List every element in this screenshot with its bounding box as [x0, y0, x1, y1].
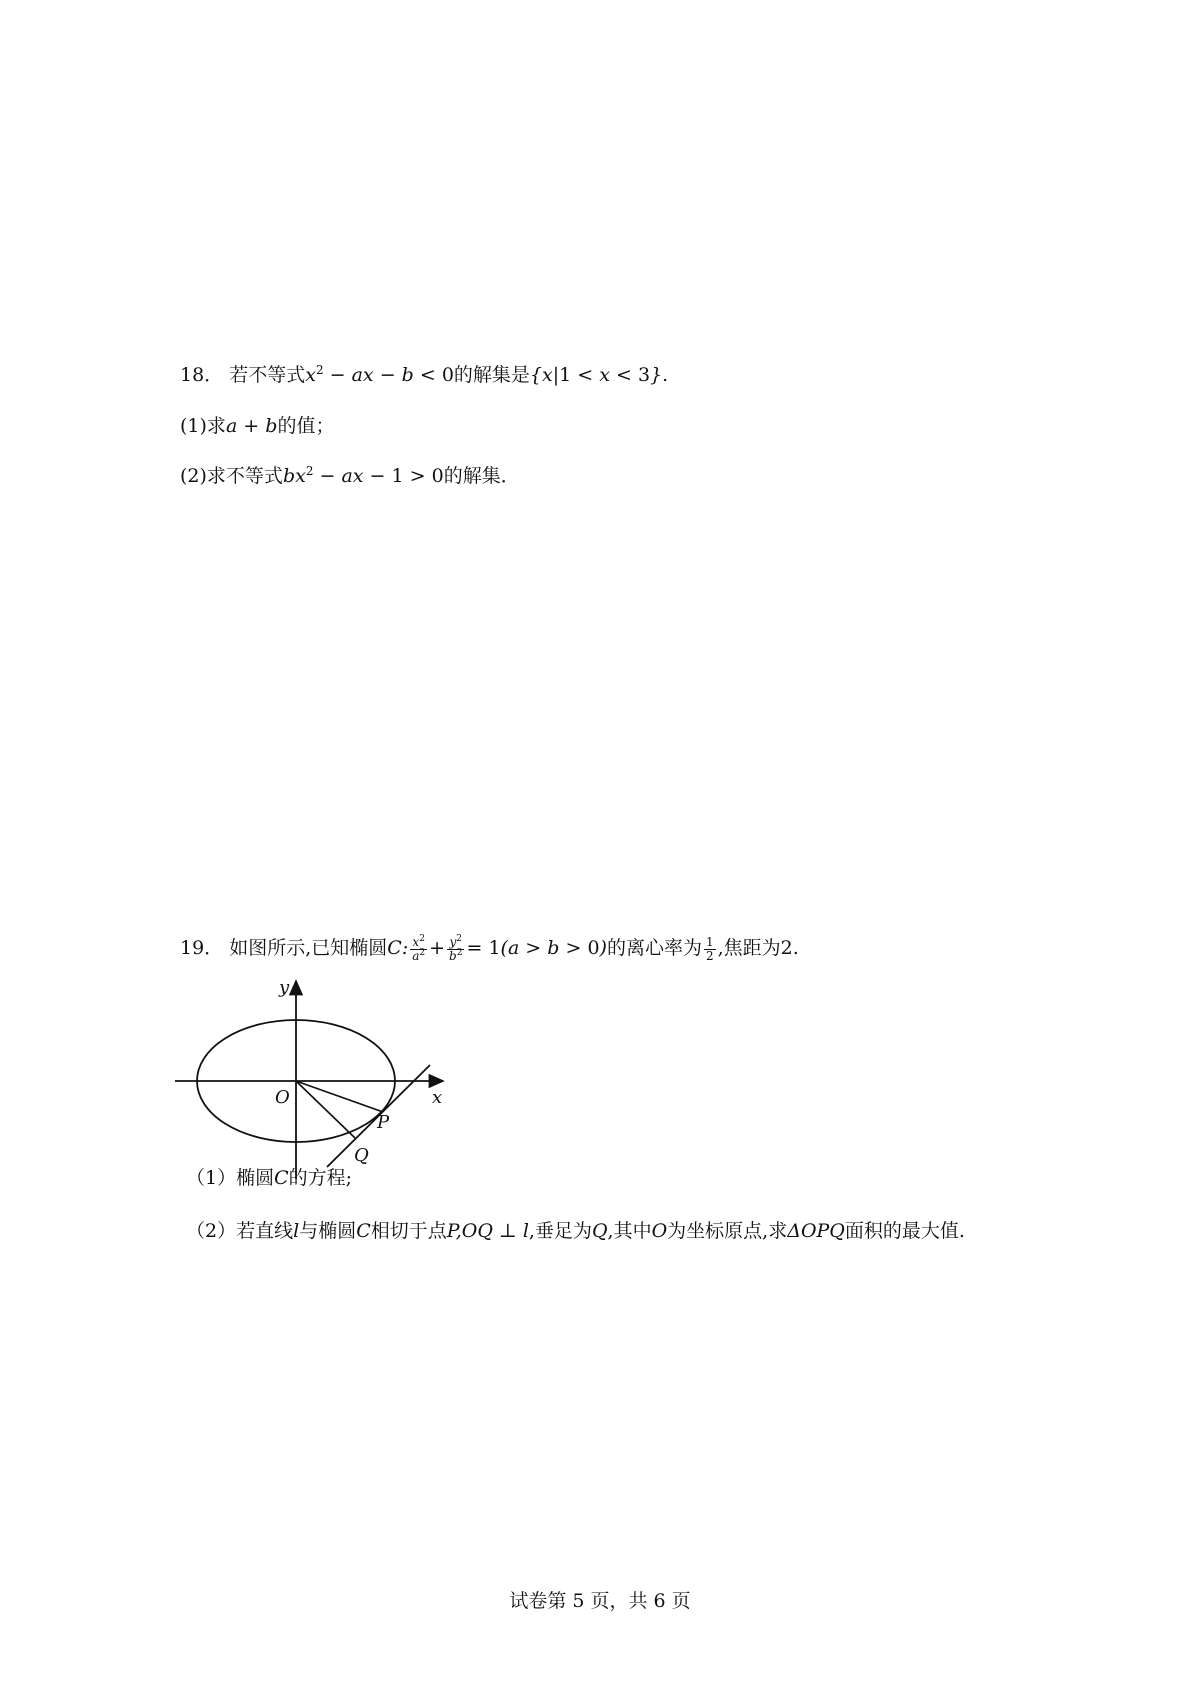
stem-text: 如图所示,已知椭圆: [229, 937, 388, 959]
part-text: 相切于点: [370, 1220, 447, 1242]
part-text: 的值；: [277, 415, 335, 437]
y-axis-label: y: [279, 977, 290, 998]
stem-text: ,焦距为2.: [717, 937, 799, 959]
ellipse-figure: [175, 975, 485, 1185]
triangle-opq: ΔOPQ: [787, 1220, 845, 1242]
question-19-part-1: [186, 1165, 352, 1191]
question-19-part-2: [186, 1218, 965, 1244]
segment-op: [296, 1081, 383, 1112]
part-label: (1): [180, 415, 207, 437]
part-text: 求不等式: [206, 465, 283, 487]
symbol-l: l: [293, 1220, 300, 1242]
solution-set: {x|1 < x < 3}: [529, 364, 663, 386]
part-text: 的方程;: [288, 1167, 353, 1189]
expression: a + b: [225, 415, 278, 437]
point-p-label: P: [377, 1112, 390, 1133]
ellipse-equation: C: $\frac{x^2}{a^2}$ + $\frac{y^2}{b^2}$ = 1(a > b > 0): [387, 933, 607, 963]
inequality: $bx^2$ − ax − 1 > 0: [282, 464, 444, 487]
part-label: （2）: [186, 1220, 237, 1242]
stem-text: 的解集是: [453, 364, 530, 386]
part-text: 椭圆: [236, 1167, 275, 1189]
symbol-c: C: [356, 1220, 371, 1242]
part-label: （1）: [186, 1167, 237, 1189]
part-text: 的解集．: [443, 465, 520, 487]
question-number: 19．: [180, 937, 224, 959]
inequality: $x^2$ − ax − b < 0: [305, 363, 454, 386]
part-text: ,其中: [607, 1220, 652, 1242]
question-number: 18．: [180, 364, 224, 386]
eccentricity-fraction: $\frac{1}{2}$: [705, 934, 714, 963]
part-text: 若直线: [236, 1220, 294, 1242]
symbol-q: Q: [591, 1220, 608, 1242]
part-label: (2): [180, 465, 207, 487]
part-text: ,垂足为: [528, 1220, 592, 1242]
x-axis-label: x: [432, 1087, 443, 1108]
stem-text: 的离心率为: [606, 937, 702, 959]
question-18-part-2: [180, 463, 520, 489]
page-footer: 试卷第 5 页，共 6 页: [509, 1590, 691, 1612]
question-18-part-1: [180, 413, 334, 439]
part-text: 与椭圆: [299, 1220, 357, 1242]
symbol-c: C: [274, 1167, 289, 1189]
part-text: 为坐标原点,求: [667, 1220, 788, 1242]
question-19-stem: [180, 935, 799, 963]
stem-text: 若不等式: [229, 364, 306, 386]
question-18-stem: 18． 若不等式$x^2$ − ax − b < 0的解集是{x|1 < x < 3}.: [180, 363, 669, 386]
segment-oq: [296, 1081, 355, 1138]
point-q-label: Q: [354, 1145, 369, 1166]
part-text: 求: [206, 415, 226, 437]
symbol-o: O: [651, 1220, 668, 1242]
origin-label: O: [275, 1087, 290, 1108]
perpendicular-condition: P,OQ ⊥ l: [446, 1220, 529, 1242]
part-text: 面积的最大值.: [844, 1220, 965, 1242]
